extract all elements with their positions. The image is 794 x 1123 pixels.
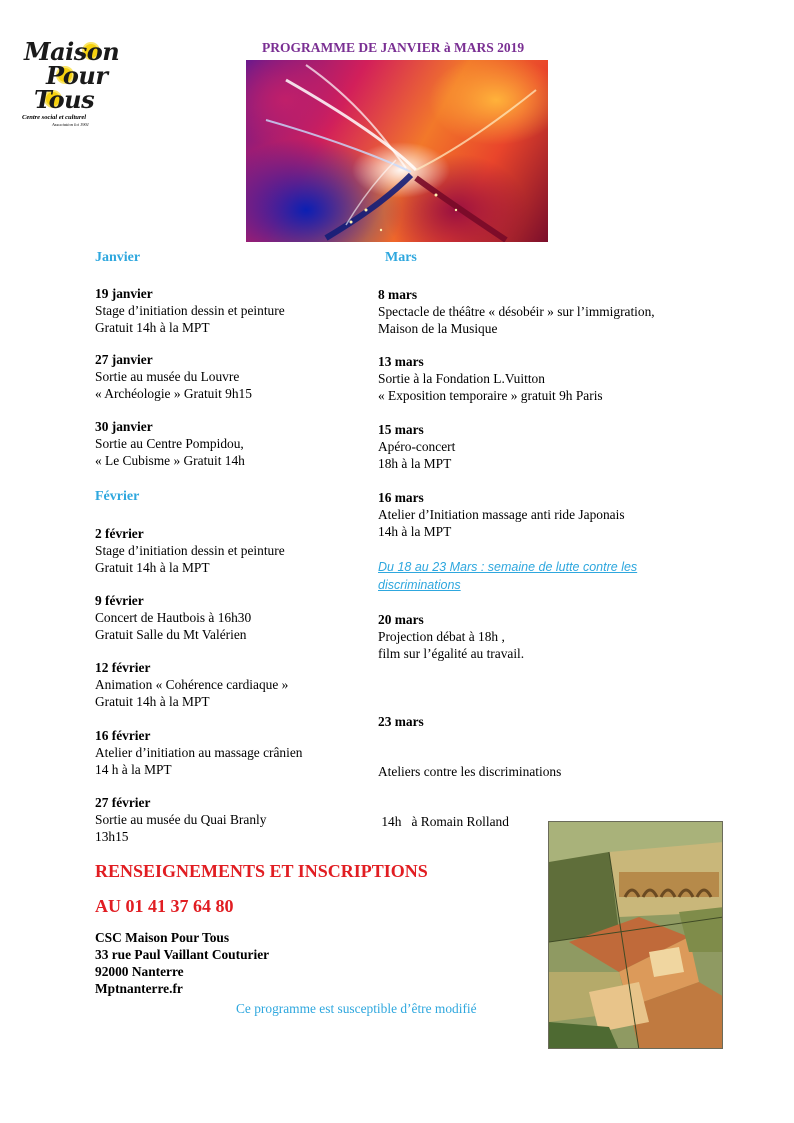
event-line: 14 h à la MPT (95, 761, 172, 777)
address-line: CSC Maison Pour Tous (95, 930, 230, 945)
event-date: 27 février (95, 795, 151, 810)
phone-number[interactable]: AU 01 41 37 64 80 (95, 896, 234, 916)
event-date: 9 février (95, 593, 144, 608)
maison-pour-tous-logo (22, 36, 122, 126)
event-date: 16 mars (378, 490, 424, 505)
event-line: Atelier d’initiation au massage crânien (95, 744, 303, 760)
page-title: PROGRAMME DE JANVIER à MARS 2019 (262, 40, 525, 55)
event-item (378, 422, 455, 472)
event-date: 15 mars (378, 422, 424, 437)
contact-heading: RENSEIGNEMENTS ET INSCRIPTIONS (95, 861, 428, 881)
cubist-painting-shapes (549, 822, 723, 1049)
event-line: Stage d’initiation dessin et peinture (95, 302, 285, 318)
event-line: Gratuit 14h à la MPT (95, 559, 210, 575)
event-date: 19 janvier (95, 286, 153, 301)
event-line: 14h à la MPT (378, 523, 452, 539)
event-line: Sortie au Centre Pompidou, (95, 435, 244, 451)
event-date: 30 janvier (95, 419, 153, 434)
event-date: 23 mars (378, 713, 424, 729)
event-line: Animation « Cohérence cardiaque » (95, 676, 289, 692)
painting-strokes (246, 60, 548, 242)
event-line: « Exposition temporaire » gratuit 9h Paris (378, 387, 603, 403)
month-heading-janvier: Janvier (95, 250, 141, 265)
event-line: Sortie au musée du Louvre (95, 368, 240, 384)
event-item (95, 419, 245, 469)
event-line: Sortie au musée du Quai Branly (95, 811, 267, 827)
event-date: 13 mars (378, 354, 424, 369)
event-item (95, 352, 252, 402)
event-item (95, 286, 285, 336)
discrimination-week-link[interactable]: Du 18 au 23 Mars : semaine de lutte contre les discriminations (378, 560, 638, 592)
event-line: Spectacle de théâtre « désobéir » sur l’immigration, (378, 303, 655, 319)
event-line: Ateliers contre les discriminations (378, 763, 562, 779)
event-date: 20 mars (378, 612, 424, 627)
event-date: 27 janvier (95, 352, 153, 367)
event-line: Projection débat à 18h , (378, 628, 505, 644)
event-date: 16 février (95, 728, 151, 743)
event-item (378, 612, 524, 662)
event-line: Atelier d’Initiation massage anti ride Japonais (378, 506, 625, 522)
event-line: film sur l’égalité au travail. (378, 645, 525, 661)
address-line: 33 rue Paul Vaillant Couturier (95, 947, 270, 962)
cubist-painting-image (548, 821, 723, 1049)
event-date: 12 février (95, 660, 151, 675)
event-line: Stage d’initiation dessin et peinture (95, 542, 285, 558)
event-line: Gratuit 14h à la MPT (95, 319, 210, 335)
event-line: Gratuit 14h à la MPT (95, 693, 210, 709)
event-line: Apéro-concert (378, 438, 456, 454)
logo-word-1: Maison (24, 37, 120, 66)
event-item (95, 660, 288, 710)
event-line: Gratuit Salle du Mt Valérien (95, 626, 247, 642)
address-block (95, 929, 269, 997)
event-line: 13h15 (95, 828, 129, 844)
logo-word-2: Pour (46, 61, 108, 90)
website-link[interactable]: Mptnanterre.fr (95, 981, 183, 996)
address-line: 92000 Nanterre (95, 964, 184, 979)
logo-word-3: Tous (34, 85, 95, 114)
abstract-painting-image (246, 60, 548, 242)
event-line: Sortie à la Fondation L.Vuitton (378, 370, 545, 386)
event-item (378, 287, 655, 337)
event-item (378, 490, 625, 540)
event-line: Maison de la Musique (378, 320, 498, 336)
event-date: 2 février (95, 526, 144, 541)
event-line: « Archéologie » Gratuit 9h15 (95, 385, 252, 401)
month-heading-fevrier: Février (95, 489, 140, 504)
event-line: 18h à la MPT (378, 455, 452, 471)
modification-notice: Ce programme est susceptible d’être modifié (236, 1001, 477, 1016)
event-line: Concert de Hautbois à 16h30 (95, 609, 252, 625)
logo-subtitle: Centre social et culturel (22, 114, 87, 121)
event-line: « Le Cubisme » Gratuit 14h (95, 452, 245, 468)
event-line: 14h à Romain Rolland (378, 814, 509, 830)
event-item (95, 728, 302, 778)
event-item (95, 593, 251, 643)
event-item (95, 795, 266, 845)
event-item (378, 354, 603, 404)
event-item (378, 680, 561, 848)
month-heading-mars: Mars (385, 250, 417, 265)
logo-tagline: Association loi 1901 (52, 122, 89, 127)
event-date: 8 mars (378, 287, 418, 302)
event-item (95, 526, 285, 576)
